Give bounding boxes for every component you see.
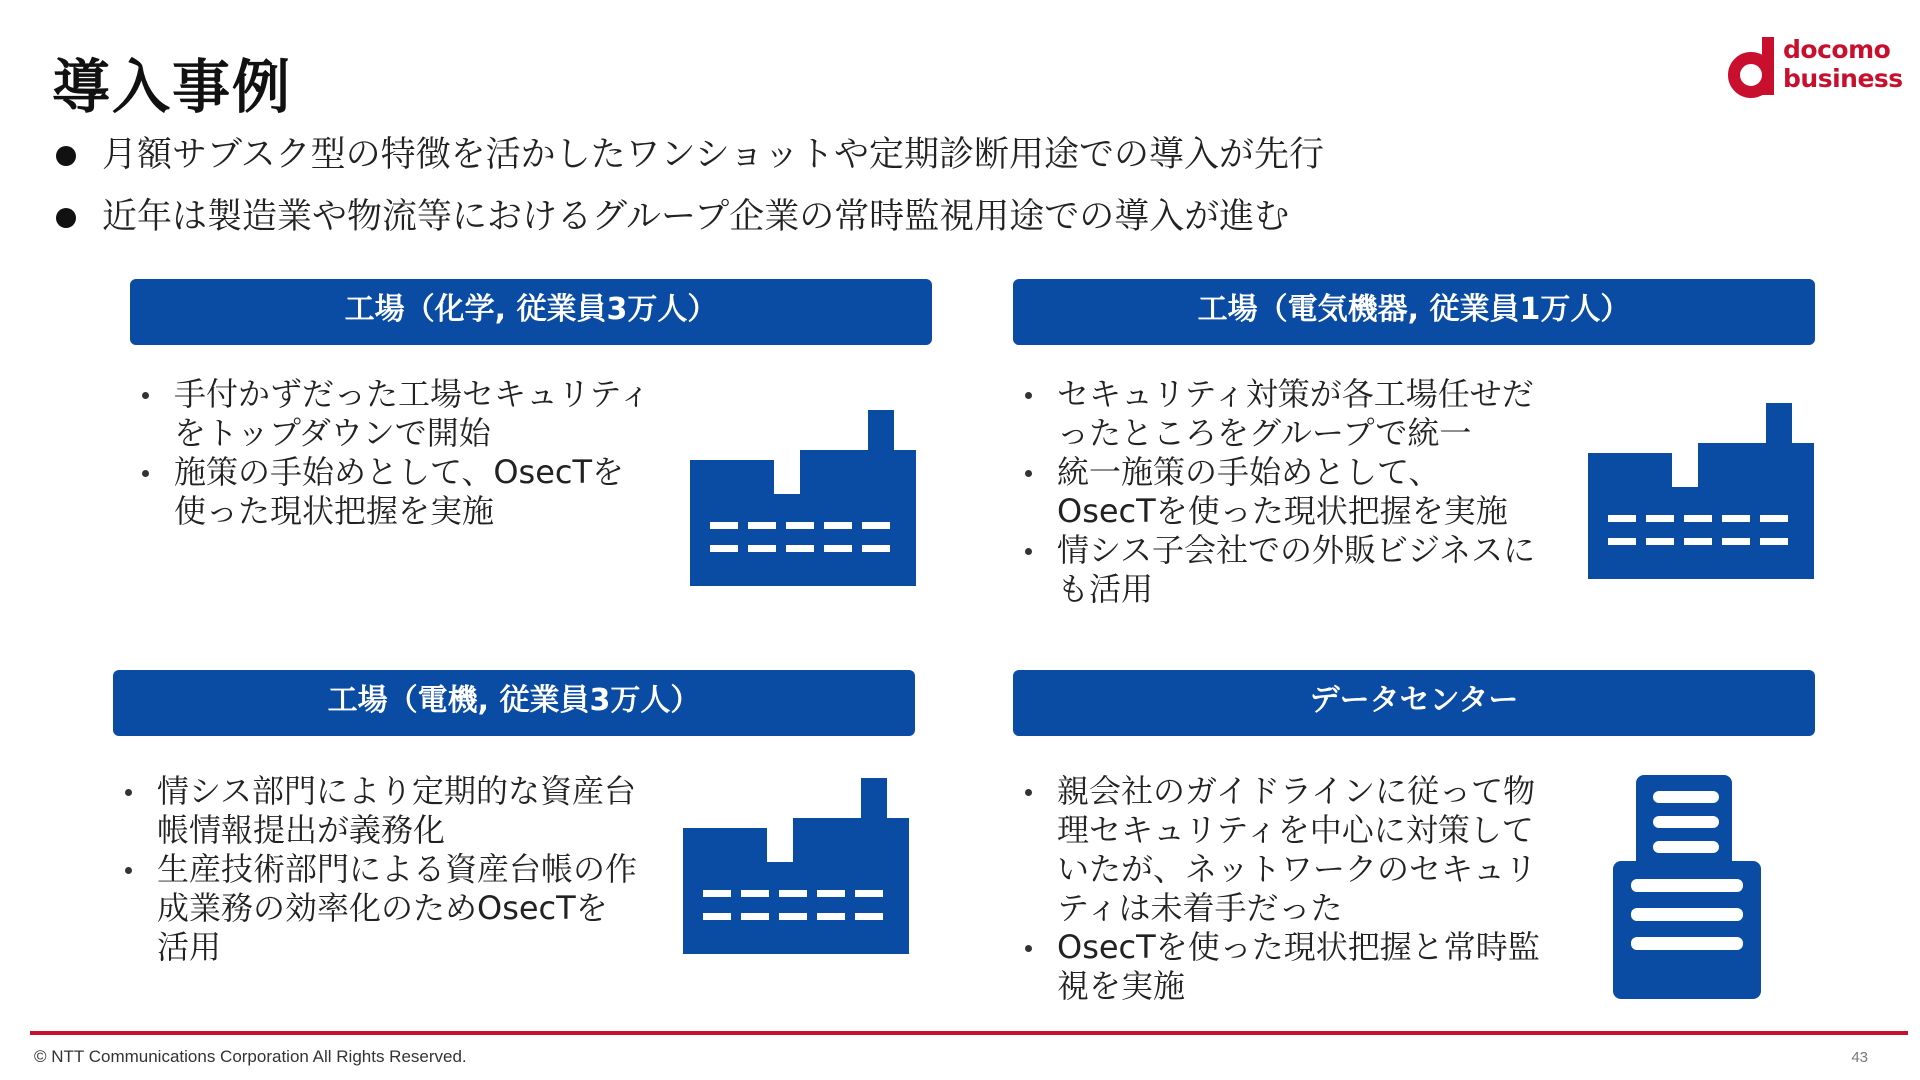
bullet-dot-icon xyxy=(142,470,149,477)
card-item-text: 親会社のガイドラインに従って物理セキュリティを中心に対策していたが、ネットワークのセキュリティは未着手だった xyxy=(1057,772,1538,927)
summary-bullet xyxy=(52,192,1324,254)
card-item-text: 情シス部門により定期的な資産台帳情報提出が義務化 xyxy=(157,772,637,849)
card-list-electric-machinery-factory xyxy=(119,772,639,967)
card-list-electrical-factory xyxy=(1019,375,1539,609)
bullet-dot-icon xyxy=(125,867,132,874)
card-header-chemical-factory: 工場（化学, 従業員3万人） xyxy=(130,279,932,345)
card-item xyxy=(1019,531,1539,609)
logo-d-mark xyxy=(1727,33,1783,101)
card-item-text: 情シス子会社での外販ビジネスにも活用 xyxy=(1057,531,1536,608)
bullet-dot-icon xyxy=(1025,945,1032,952)
card-item-text: OsecTを使った現状把握と常時監視を実施 xyxy=(1057,928,1540,1005)
card-header-electrical-factory: 工場（電気機器, 従業員1万人） xyxy=(1013,279,1815,345)
card-item-text: セキュリティ対策が各工場任せだったところをグループで統一 xyxy=(1057,375,1534,452)
card-item xyxy=(1019,928,1559,1006)
logo-text xyxy=(1783,35,1903,93)
docomo-business-logo xyxy=(1727,33,1903,101)
bullet-dot-icon xyxy=(1025,470,1032,477)
logo-line2: business xyxy=(1783,64,1903,93)
card-item xyxy=(136,453,656,531)
card-item xyxy=(119,850,639,967)
card-item-text: 手付かずだった工場セキュリティをトップダウンで開始 xyxy=(174,375,651,452)
summary-bullet xyxy=(52,130,1324,192)
card-item-text: 施策の手始めとして、OsecTを使った現状把握を実施 xyxy=(174,453,625,530)
bullet-dot-icon xyxy=(142,392,149,399)
copyright-text: © NTT Communications Corporation All Rights Reserved. xyxy=(34,1047,467,1066)
factory-icon xyxy=(683,778,909,954)
factory-icon xyxy=(690,410,916,586)
bullet-dot-icon xyxy=(56,146,76,166)
datacenter-icon xyxy=(1613,775,1761,999)
card-item-text: 統一施策の手始めとして、OsecTを使った現状把握を実施 xyxy=(1057,453,1508,530)
card-item xyxy=(1019,772,1559,928)
summary-bullet-text: 近年は製造業や物流等におけるグループ企業の常時監視用途での導入が進む xyxy=(102,197,1290,237)
card-item xyxy=(1019,375,1539,453)
bullet-dot-icon xyxy=(1025,548,1032,555)
card-header-data-center: データセンター xyxy=(1013,670,1815,736)
card-list-data-center xyxy=(1019,772,1559,1006)
card-item xyxy=(136,375,656,453)
logo-line1: docomo xyxy=(1783,35,1891,64)
factory-icon xyxy=(1588,403,1814,579)
summary-bullet-text: 月額サブスク型の特徴を活かしたワンショットや定期診断用途での導入が先行 xyxy=(102,135,1325,175)
page-number: 43 xyxy=(1851,1049,1868,1066)
card-header-electric-machinery-factory: 工場（電機, 従業員3万人） xyxy=(113,670,915,736)
summary-bullets xyxy=(52,130,1324,254)
bullet-dot-icon xyxy=(56,208,76,228)
bullet-dot-icon xyxy=(1025,392,1032,399)
bullet-dot-icon xyxy=(125,789,132,796)
card-list-chemical-factory xyxy=(136,375,656,531)
footer-divider xyxy=(30,1031,1908,1035)
card-item-text: 生産技術部門による資産台帳の作成業務の効率化のためOsecTを活用 xyxy=(157,850,638,966)
page-title: 導入事例 xyxy=(52,53,293,121)
card-item xyxy=(119,772,639,850)
bullet-dot-icon xyxy=(1025,789,1032,796)
card-item xyxy=(1019,453,1539,531)
